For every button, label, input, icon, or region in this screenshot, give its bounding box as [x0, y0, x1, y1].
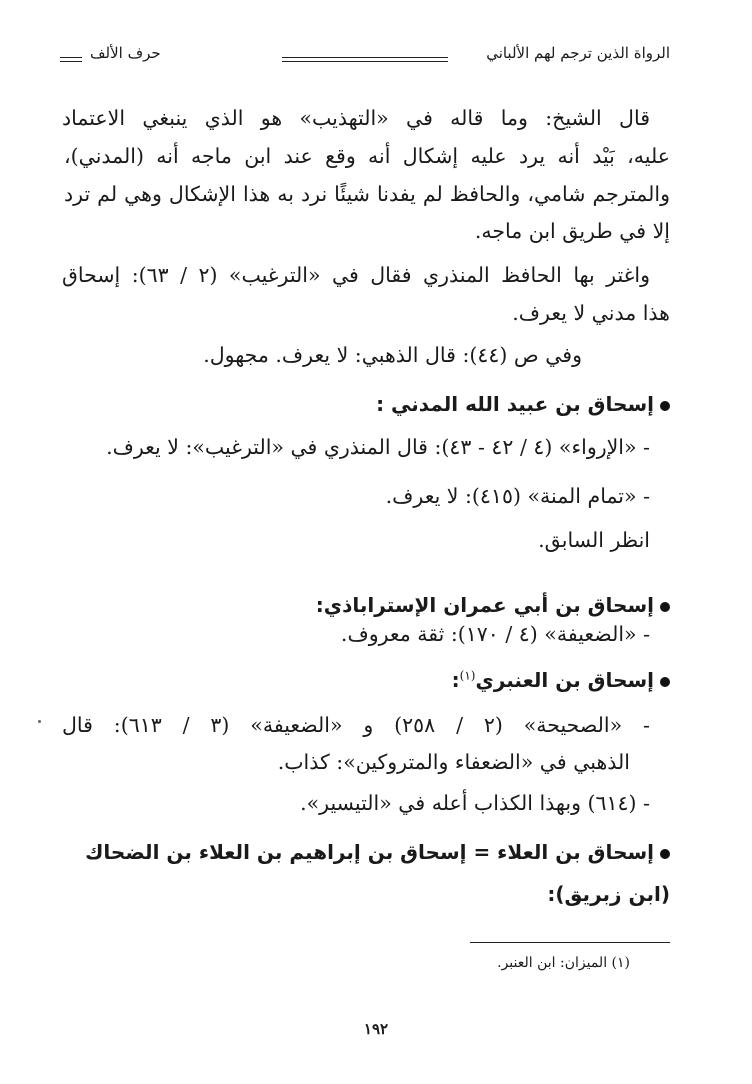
bullet-icon: [660, 849, 670, 859]
entry-title: [85, 840, 670, 864]
entry-line: - «الإرواء» (٤ / ٤٢ - ٤٣): قال المنذري في «الترغيب»: لا يعرف.: [106, 435, 650, 459]
footnote: (١) الميزان: ابن العنبر.: [497, 955, 630, 971]
paragraph-line: وفي ص (٤٤): قال الذهبي: لا يعرف. مجهول.: [203, 343, 582, 367]
entry-line: - «الضعيفة» (٤ / ١٧٠): ثقة معروف.: [340, 622, 650, 646]
entry-title-text: إسحاق بن عبيد الله المدني :: [376, 392, 654, 416]
bullet-icon: [660, 602, 670, 612]
paragraph-line: إلا في طريق ابن ماجه.: [474, 219, 670, 243]
footnote-ref[interactable]: (١): [459, 668, 476, 683]
entry-line: - (٦١٤) وبهذا الكذاب أعله في «التيسير».: [300, 791, 650, 815]
entry-title-cont: (ابن زبريق):: [547, 882, 670, 906]
bullet-icon: [660, 401, 670, 411]
entry-title-text: إسحاق بن العنبري: [475, 668, 654, 692]
header-rule-short: [60, 57, 82, 62]
paragraph-line: واغتر بها الحافظ المنذري فقال في «الترغيب» (٢ / ٦٣): إسحاق: [62, 263, 650, 287]
entry-title-text: إسحاق بن أبي عمران الإستراباذي:: [315, 593, 654, 617]
header-title: الرواة الذين ترجم لهم الألباني: [486, 44, 670, 62]
entry-title: [452, 668, 670, 692]
footnote-divider: [470, 942, 670, 943]
entry-line: - «تمام المنة» (٤١٥): لا يعرف.: [385, 484, 650, 508]
bullet-icon: [660, 677, 670, 687]
margin-dot: [38, 720, 41, 723]
running-header: [60, 44, 670, 70]
entry-title: [376, 392, 670, 416]
entry-line: - «الصحيحة» (٢ / ٢٥٨) و «الضعيفة» (٣ / ٦١٣): قال: [62, 713, 650, 737]
paragraph-line: عليه، بَيْد أنه يرد عليه إشكال أنه وقع عند ابن ماجه أنه (المدني)،: [64, 144, 670, 168]
entry-title-colon: :: [451, 668, 460, 692]
entry-line: انظر السابق.: [538, 528, 650, 552]
entry-title: [316, 593, 670, 617]
header-section: حرف الألف: [90, 44, 161, 62]
entry-line: الذهبي في «الضعفاء والمتروكين»: كذاب.: [277, 750, 630, 774]
paragraph-line: هذا مدني لا يعرف.: [512, 301, 670, 325]
header-rule: [282, 57, 448, 62]
paragraph-line: والمترجم شامي، والحافظ لم يفدنا شيئًا نرد به هذا الإشكال وهي لم ترد: [64, 182, 670, 206]
paragraph-line: قال الشيخ: وما قاله في «التهذيب» هو الذي ينبغي الاعتماد: [62, 106, 650, 130]
entry-title-text: إسحاق بن العلاء = إسحاق بن إبراهيم بن العلاء بن الضحاك: [85, 840, 654, 864]
page-number: ١٩٢: [363, 1020, 389, 1038]
